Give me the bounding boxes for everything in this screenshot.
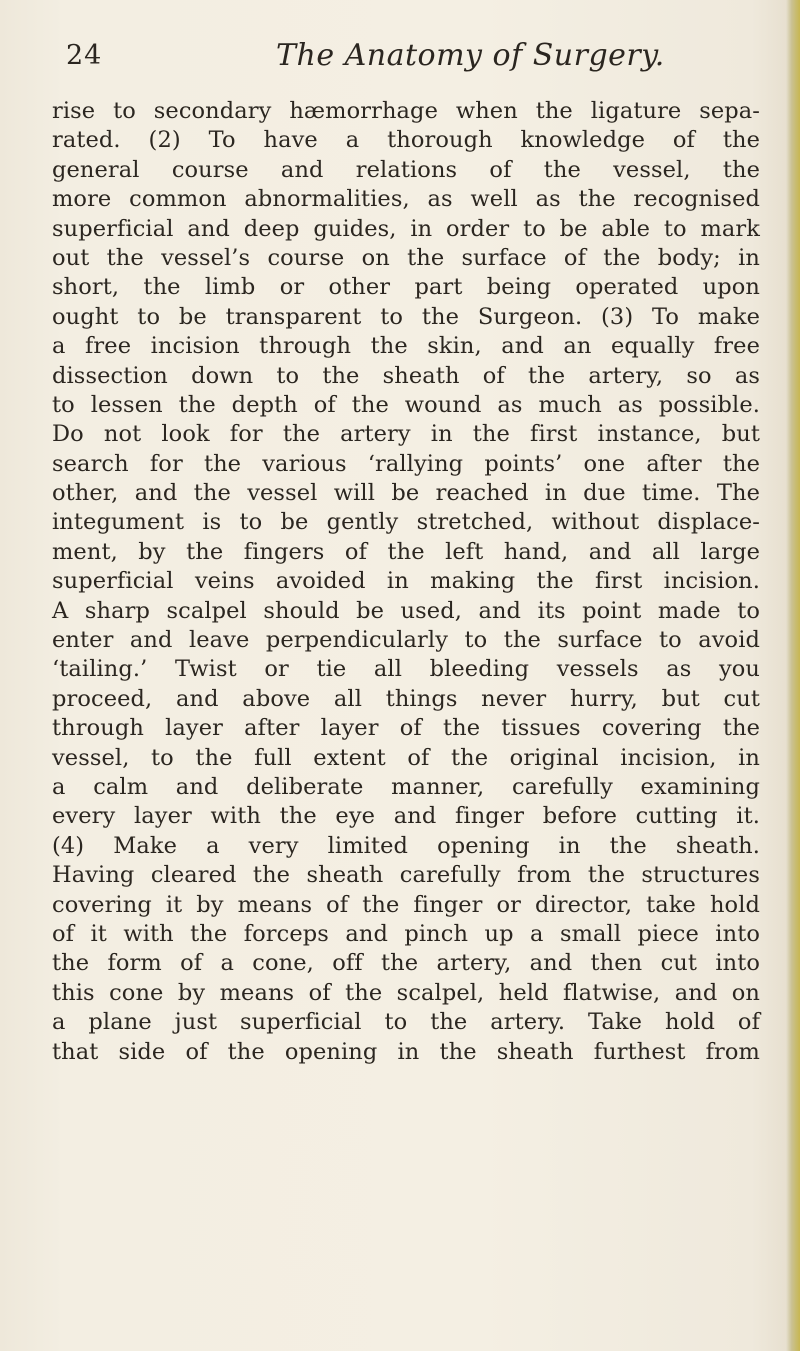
text-line: superficial veins avoided in making the first incision.: [52, 568, 760, 595]
body-text: [52, 97, 760, 1067]
text-line: every layer with the eye and finger before cutting it.: [52, 803, 760, 830]
text-line: of it with the forceps and pinch up a small piece into: [52, 920, 760, 947]
text-line: ‘tailing.’ Twist or tie all bleeding vessels as you: [52, 656, 760, 683]
text-line: other, and the vessel will be reached in due time. The: [52, 480, 760, 507]
page-number: 24: [66, 40, 103, 71]
text-line: rated. (2) To have a thorough knowledge of the: [52, 127, 760, 154]
text-line: Having cleared the sheath carefully from the structures: [52, 862, 760, 889]
text-line: a free incision through the skin, and an equally free: [52, 333, 760, 360]
text-line: short, the limb or other part being operated upon: [52, 274, 760, 301]
text-line: enter and leave perpendicularly to the surface to avoid: [52, 627, 760, 654]
text-line: covering it by means of the finger or director, take hold: [52, 891, 760, 918]
text-line: vessel, to the full extent of the original incision, in: [52, 744, 760, 771]
text-line: to lessen the depth of the wound as much as possible.: [52, 391, 760, 418]
text-line: out the vessel’s course on the surface of the body; in: [52, 244, 760, 271]
text-line: that side of the opening in the sheath furthest from: [52, 1038, 760, 1065]
text-line: this cone by means of the scalpel, held flatwise, and on: [52, 979, 760, 1006]
text-line: rise to secondary hæmorrhage when the ligature sepa-: [52, 98, 760, 124]
text-line: dissection down to the sheath of the artery, so as: [52, 362, 760, 389]
text-line: a plane just superficial to the artery. Take hold of: [52, 1009, 760, 1036]
text-line: more common abnormalities, as well as the recognised: [52, 186, 760, 213]
running-title: The Anatomy of Surgery.: [276, 38, 665, 73]
text-line: through layer after layer of the tissues covering the: [52, 715, 760, 742]
text-line: the form of a cone, off the artery, and then cut into: [52, 950, 760, 977]
page-edge: [786, 0, 800, 1351]
text-line: proceed, and above all things never hurry, but cut: [52, 685, 760, 712]
text-line: general course and relations of the vessel, the: [52, 156, 760, 183]
text-line: ment, by the fingers of the left hand, and all large: [52, 538, 760, 565]
text-line: search for the various ‘rallying points’ one after the: [52, 450, 760, 477]
running-header: [66, 36, 766, 88]
text-line: superficial and deep guides, in order to be able to mark: [52, 215, 760, 242]
text-line: (4) Make a very limited opening in the sheath.: [52, 832, 760, 859]
text-line: A sharp scalpel should be used, and its point made to: [52, 597, 760, 624]
text-line: a calm and deliberate manner, carefully examining: [52, 773, 760, 800]
text-line: Do not look for the artery in the first instance, but: [52, 421, 760, 448]
text-line: integument is to be gently stretched, without displace-: [52, 509, 760, 536]
text-line: ought to be transparent to the Surgeon. (3) To make: [52, 303, 760, 330]
